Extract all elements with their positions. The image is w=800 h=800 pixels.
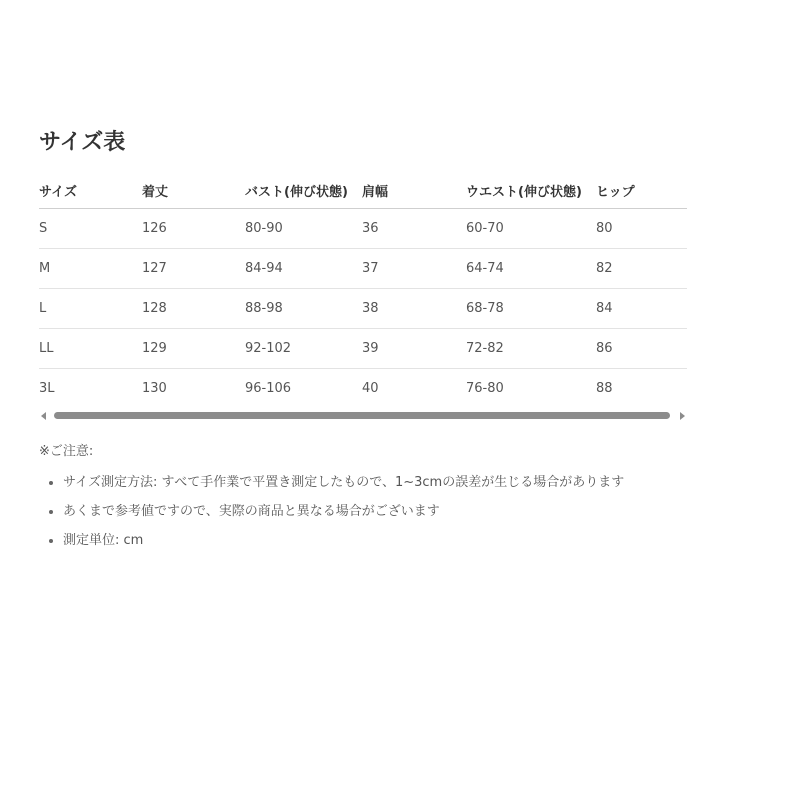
table-cell: S: [39, 209, 142, 249]
table-cell: 64-74: [466, 249, 596, 289]
table-cell: 68-78: [466, 289, 596, 329]
table-cell: LL: [39, 329, 142, 369]
table-cell: 88-98: [245, 289, 362, 329]
table-cell: 129: [142, 329, 245, 369]
horizontal-scrollbar[interactable]: [39, 409, 687, 423]
table-cell: 80: [596, 209, 687, 249]
note-text: サイズ測定方法: すべて手作業で平置き測定したもので、1~3cmの誤差が生じる場合があります: [63, 475, 625, 490]
table-cell: 126: [142, 209, 245, 249]
list-item: [39, 528, 624, 557]
scrollbar-thumb[interactable]: [54, 412, 670, 419]
column-header-shoulder: 肩幅: [362, 172, 466, 209]
table-cell: 128: [142, 289, 245, 329]
table-cell: 36: [362, 209, 466, 249]
scrollbar-track[interactable]: [51, 412, 675, 420]
table-row: [39, 329, 687, 369]
table-row: [39, 209, 687, 249]
notes-list: [39, 470, 624, 557]
table-cell: 84-94: [245, 249, 362, 289]
table-row: [39, 369, 687, 409]
table-cell: 96-106: [245, 381, 292, 396]
table-cell: 82: [596, 249, 687, 289]
column-header-length: 着丈: [142, 172, 245, 209]
table-cell: 40: [362, 381, 379, 396]
table-cell: L: [39, 289, 142, 329]
scroll-right-arrow-icon[interactable]: [680, 412, 685, 420]
table-cell: 127: [142, 249, 245, 289]
scroll-left-arrow-icon[interactable]: [41, 412, 46, 420]
table-header-row: [39, 172, 687, 209]
table-row: [39, 289, 687, 329]
table-cell: 92-102: [245, 329, 362, 369]
column-header-size: サイズ: [39, 172, 142, 209]
column-header-hip: ヒップ: [596, 172, 687, 209]
table-row: [39, 249, 687, 289]
note-text: あくまで参考値ですので、実際の商品と異なる場合がございます: [63, 504, 440, 519]
table-cell: 84: [596, 289, 687, 329]
list-item: [39, 499, 624, 528]
table-cell: 37: [362, 249, 466, 289]
table-cell: 39: [362, 329, 466, 369]
size-table-container: [39, 172, 687, 408]
page-title: サイズ表: [39, 130, 126, 155]
bullet-icon: [49, 481, 53, 485]
table-cell: 72-82: [466, 329, 596, 369]
list-item: [39, 470, 624, 499]
note-text: 測定単位: cm: [63, 533, 144, 548]
table-cell: 130: [142, 381, 167, 396]
table-cell: 60-70: [466, 209, 596, 249]
table-cell: 86: [596, 329, 687, 369]
bullet-icon: [49, 510, 53, 514]
table-cell: 76-80: [466, 381, 504, 396]
bullet-icon: [49, 539, 53, 543]
column-header-bust: バスト(伸び状態): [245, 172, 362, 209]
table-cell: 38: [362, 289, 466, 329]
notes-heading: ※ご注意:: [39, 444, 94, 459]
size-table: [39, 172, 687, 408]
table-cell: 88: [596, 381, 613, 396]
table-cell: 3L: [39, 381, 55, 396]
column-header-waist: ウエスト(伸び状態): [466, 172, 596, 209]
table-cell: 80-90: [245, 209, 362, 249]
table-cell: M: [39, 249, 142, 289]
